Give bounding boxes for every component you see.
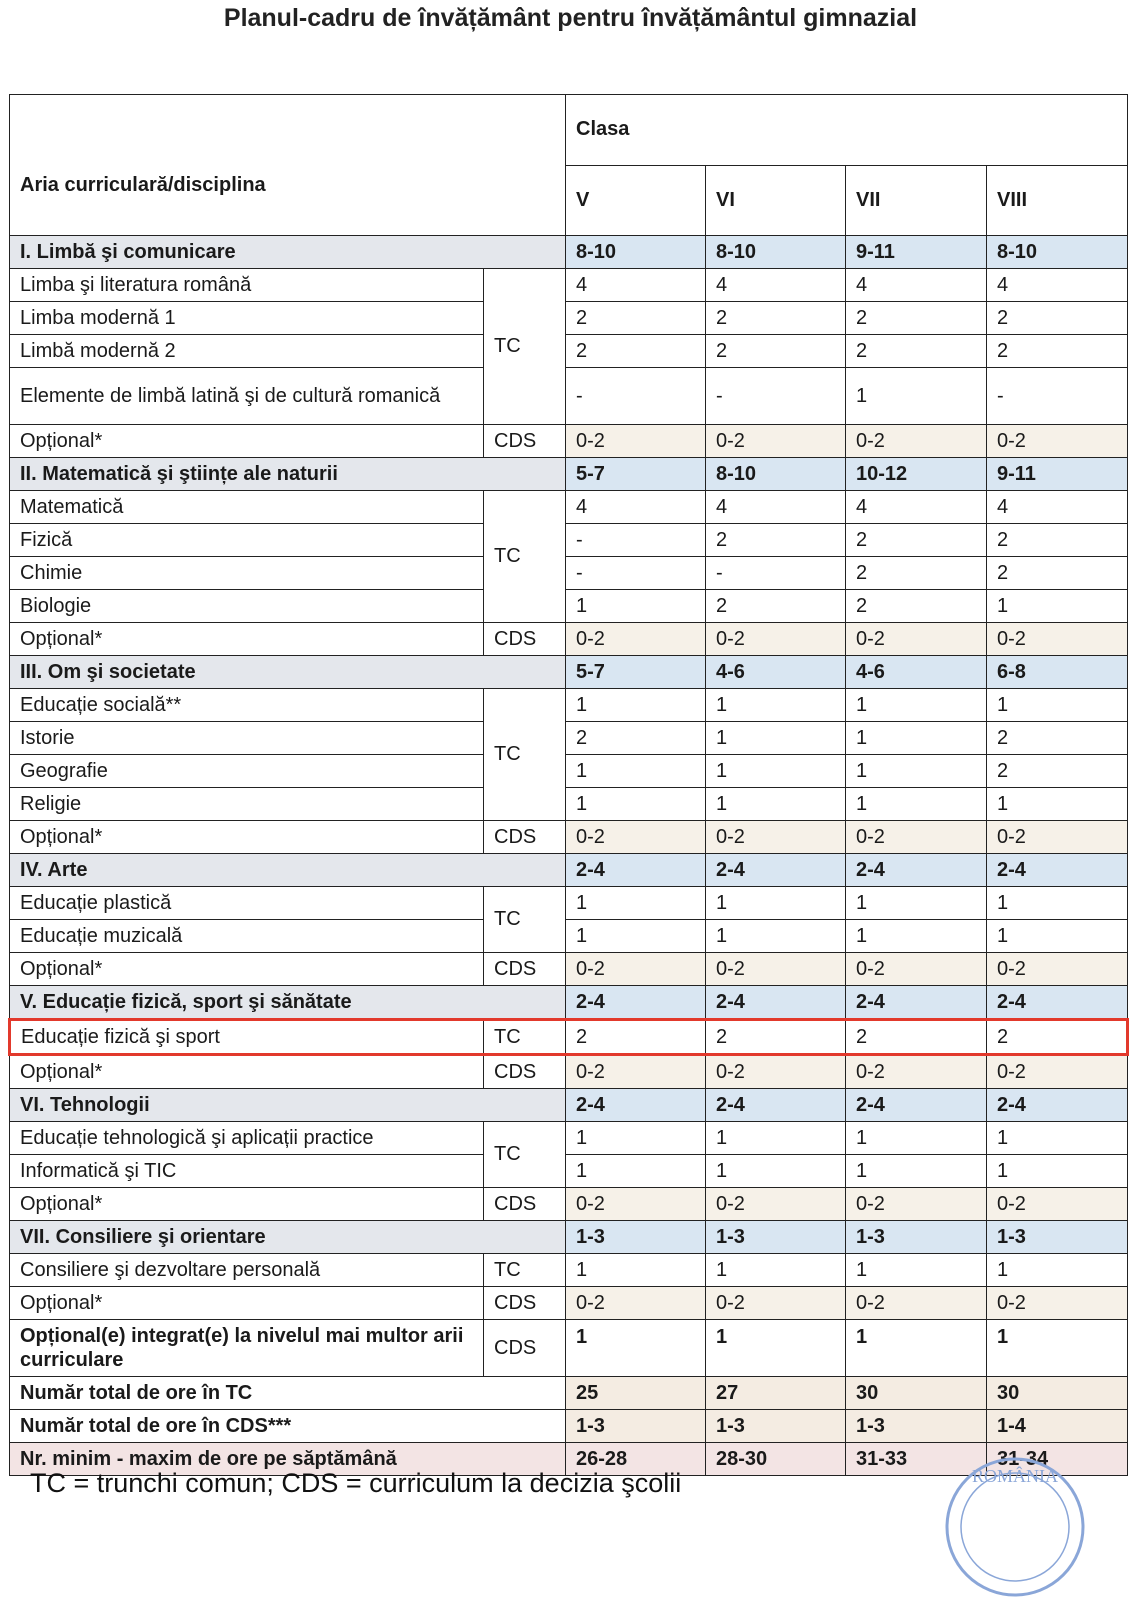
total-label: Nr. minim - maxim de ore pe săptămână (10, 1443, 566, 1476)
hours-value: 5-7 (566, 458, 706, 491)
table-row (10, 1122, 1128, 1155)
class-header: Clasa (566, 95, 1128, 166)
component-code: TC (484, 1122, 566, 1188)
hours-value: 0-2 (706, 1055, 846, 1089)
header-row-top (10, 95, 1128, 166)
table-row (10, 623, 1128, 656)
hours-value: 0-2 (846, 821, 987, 854)
hours-value: 1 (846, 689, 987, 722)
hours-value: 2-4 (706, 986, 846, 1020)
hours-value: 0-2 (566, 425, 706, 458)
table-row (10, 821, 1128, 854)
area-name: V. Educație fizică, sport şi sănătate (10, 986, 566, 1020)
table-row (10, 335, 1128, 368)
hours-value: 1 (566, 590, 706, 623)
hours-value: 2-4 (987, 986, 1128, 1020)
hours-value: 0-2 (706, 1287, 846, 1320)
subject-name: Limba şi literatura română (10, 269, 484, 302)
hours-value: 1 (566, 755, 706, 788)
hours-value: 5-7 (566, 656, 706, 689)
hours-value: 0-2 (987, 1055, 1128, 1089)
class-v-header: V (566, 165, 706, 236)
hours-value: 1 (846, 1122, 987, 1155)
area-name: II. Matematică şi ştiințe ale naturii (10, 458, 566, 491)
hours-value: 2 (706, 335, 846, 368)
hours-value: 0-2 (987, 953, 1128, 986)
hours-value: 0-2 (987, 425, 1128, 458)
area-name: III. Om şi societate (10, 656, 566, 689)
table-row (10, 1155, 1128, 1188)
hours-value: 1-3 (566, 1221, 706, 1254)
hours-value: 31-33 (846, 1443, 987, 1476)
table-row (10, 491, 1128, 524)
hours-value: 2 (987, 1020, 1128, 1055)
hours-value: 1 (987, 689, 1128, 722)
table-row (10, 302, 1128, 335)
hours-value: 1-3 (846, 1410, 987, 1443)
table-row (10, 1410, 1128, 1443)
page-title: Planul-cadru de învățământ pentru învățământul gimnazial (223, 4, 918, 32)
hours-value: 0-2 (987, 821, 1128, 854)
table-row (10, 458, 1128, 491)
subject-name: Geografie (10, 755, 484, 788)
hours-value: 2 (846, 524, 987, 557)
table-row (10, 755, 1128, 788)
table-row (10, 1089, 1128, 1122)
hours-value: 1-3 (987, 1221, 1128, 1254)
subject-name: Consiliere şi dezvoltare personală (10, 1254, 484, 1287)
subject-name: Opțional* (10, 953, 484, 986)
subject-name: Limbă modernă 2 (10, 335, 484, 368)
subject-name: Chimie (10, 557, 484, 590)
hours-value: 2 (706, 1020, 846, 1055)
hours-value: 1 (566, 788, 706, 821)
subject-name: Informatică şi TIC (10, 1155, 484, 1188)
table-row (10, 269, 1128, 302)
hours-value: 1 (987, 887, 1128, 920)
hours-value: 2-4 (987, 1089, 1128, 1122)
component-code: CDS (484, 1320, 566, 1377)
hours-value: 2 (846, 590, 987, 623)
hours-value: 1 (706, 722, 846, 755)
component-code: TC (484, 491, 566, 623)
hours-value: 2 (987, 722, 1128, 755)
table-row (10, 557, 1128, 590)
hours-value: 2 (566, 722, 706, 755)
hours-value: 1 (846, 788, 987, 821)
subject-name: Opțional* (10, 1188, 484, 1221)
area-name: VII. Consiliere şi orientare (10, 1221, 566, 1254)
subject-name: Opțional* (10, 1055, 484, 1089)
hours-value: - (706, 368, 846, 425)
component-code: TC (484, 887, 566, 953)
total-label: Număr total de ore în CDS*** (10, 1410, 566, 1443)
component-code: TC (484, 689, 566, 821)
hours-value: 10-12 (846, 458, 987, 491)
hours-value: 0-2 (706, 1188, 846, 1221)
table-row (10, 368, 1128, 425)
hours-value: 1 (706, 1254, 846, 1287)
table-row (10, 1020, 1128, 1055)
hours-value: 1-3 (706, 1410, 846, 1443)
hours-value: 30 (987, 1377, 1128, 1410)
subject-name: Elemente de limbă latină şi de cultură romanică (10, 368, 484, 425)
hours-value: 1 (706, 788, 846, 821)
table-row (10, 1320, 1128, 1377)
hours-value: 2 (566, 302, 706, 335)
hours-value: 1-3 (846, 1221, 987, 1254)
hours-value: 0-2 (706, 425, 846, 458)
hours-value: 2 (987, 524, 1128, 557)
hours-value: 2-4 (987, 854, 1128, 887)
hours-value: 1 (706, 920, 846, 953)
table-row (10, 1188, 1128, 1221)
hours-value: 0-2 (566, 623, 706, 656)
hours-value: 1 (706, 689, 846, 722)
hours-value: 0-2 (987, 1287, 1128, 1320)
subject-name: Biologie (10, 590, 484, 623)
subject-name: Educație socială** (10, 689, 484, 722)
subject-name: Opțional* (10, 425, 484, 458)
hours-value: 30 (846, 1377, 987, 1410)
hours-value: 2 (987, 755, 1128, 788)
hours-value: 0-2 (566, 1287, 706, 1320)
hours-value: 1 (566, 1254, 706, 1287)
component-code: TC (484, 269, 566, 425)
hours-value: 0-2 (987, 623, 1128, 656)
hours-value: 0-2 (566, 953, 706, 986)
hours-value: 2-4 (706, 1089, 846, 1122)
legend: TC = trunchi comun; CDS = curriculum la decizia şcolii (30, 1468, 682, 1498)
hours-value: 2 (846, 335, 987, 368)
table-row (10, 1287, 1128, 1320)
hours-value: 0-2 (846, 1287, 987, 1320)
component-code: CDS (484, 821, 566, 854)
class-viii-header: VIII (987, 165, 1128, 236)
hours-value: 26-28 (566, 1443, 706, 1476)
component-code: CDS (484, 623, 566, 656)
table-row (10, 986, 1128, 1020)
hours-value: 1 (987, 1320, 1128, 1377)
hours-value: 1 (566, 1320, 706, 1377)
hours-value: 2-4 (566, 854, 706, 887)
hours-value: 2 (706, 524, 846, 557)
hours-value: 27 (706, 1377, 846, 1410)
hours-value: 2-4 (846, 986, 987, 1020)
hours-value: 0-2 (846, 1055, 987, 1089)
hours-value: 2 (706, 590, 846, 623)
hours-value: 1 (846, 887, 987, 920)
area-name: I. Limbă şi comunicare (10, 236, 566, 269)
hours-value: - (566, 368, 706, 425)
hours-value: 4 (706, 269, 846, 302)
subject-name: Educație fizică şi sport (10, 1020, 484, 1055)
hours-value: 0-2 (846, 953, 987, 986)
subject-name: Limba modernă 1 (10, 302, 484, 335)
hours-value: 1 (987, 1155, 1128, 1188)
hours-value: 4 (987, 269, 1128, 302)
component-code: CDS (484, 1188, 566, 1221)
hours-value: 1 (706, 1122, 846, 1155)
table-row (10, 1377, 1128, 1410)
hours-value: 1-4 (987, 1410, 1128, 1443)
hours-value: 31-34 (987, 1443, 1128, 1476)
hours-value: 4 (846, 491, 987, 524)
total-label: Număr total de ore în TC (10, 1377, 566, 1410)
hours-value: 1 (706, 1320, 846, 1377)
hours-value: 1 (706, 755, 846, 788)
hours-value: 4 (566, 491, 706, 524)
component-code: CDS (484, 953, 566, 986)
hours-value: 0-2 (846, 623, 987, 656)
table-row (10, 953, 1128, 986)
hours-value: 0-2 (706, 623, 846, 656)
hours-value: 1 (846, 722, 987, 755)
hours-value: 4 (706, 491, 846, 524)
hours-value: 1 (846, 368, 987, 425)
hours-value: 1 (566, 887, 706, 920)
hours-value: 6-8 (987, 656, 1128, 689)
hours-value: 2 (846, 557, 987, 590)
table-row (10, 887, 1128, 920)
class-vi-header: VI (706, 165, 846, 236)
hours-value: 1 (706, 887, 846, 920)
hours-value: 1 (846, 920, 987, 953)
hours-value: 8-10 (987, 236, 1128, 269)
hours-value: 1 (987, 590, 1128, 623)
hours-value: 9-11 (987, 458, 1128, 491)
class-vii-header: VII (846, 165, 987, 236)
subject-name: Opțional(e) integrat(e) la nivelul mai multor arii curriculare (10, 1320, 484, 1377)
table-row (10, 590, 1128, 623)
area-column-header: Aria curriculară/disciplina (10, 95, 566, 236)
hours-value: 9-11 (846, 236, 987, 269)
hours-value: 0-2 (846, 1188, 987, 1221)
hours-value: 8-10 (566, 236, 706, 269)
subject-name: Opțional* (10, 821, 484, 854)
hours-value: 2-4 (566, 986, 706, 1020)
hours-value: 1 (846, 755, 987, 788)
hours-value: 1 (566, 1122, 706, 1155)
hours-value: 2 (987, 335, 1128, 368)
hours-value: 2 (706, 302, 846, 335)
hours-value: 1 (987, 1254, 1128, 1287)
hours-value: 2 (987, 302, 1128, 335)
area-name: VI. Tehnologii (10, 1089, 566, 1122)
hours-value: 0-2 (987, 1188, 1128, 1221)
hours-value: 4 (987, 491, 1128, 524)
table-row (10, 1221, 1128, 1254)
subject-name: Religie (10, 788, 484, 821)
table-row (10, 722, 1128, 755)
subject-name: Matematică (10, 491, 484, 524)
hours-value: 0-2 (566, 821, 706, 854)
hours-value: 4 (566, 269, 706, 302)
hours-value: 2 (846, 1020, 987, 1055)
component-code: TC (484, 1020, 566, 1055)
stamp-text: ROMÂNIA (971, 1466, 1059, 1486)
hours-value: 1 (987, 1122, 1128, 1155)
table-row (10, 236, 1128, 269)
hours-value: - (706, 557, 846, 590)
hours-value: 2 (566, 335, 706, 368)
hours-value: 1 (566, 689, 706, 722)
subject-name: Fizică (10, 524, 484, 557)
hours-value: - (987, 368, 1128, 425)
hours-value: 1-3 (706, 1221, 846, 1254)
hours-value: 1 (566, 1155, 706, 1188)
table-row (10, 656, 1128, 689)
hours-value: 2 (987, 557, 1128, 590)
hours-value: 0-2 (706, 821, 846, 854)
hours-value: 2-4 (566, 1089, 706, 1122)
hours-value: - (566, 557, 706, 590)
hours-value: 2 (566, 1020, 706, 1055)
subject-name: Educație tehnologică şi aplicații practice (10, 1122, 484, 1155)
hours-value: 4-6 (706, 656, 846, 689)
hours-value: 25 (566, 1377, 706, 1410)
subject-name: Istorie (10, 722, 484, 755)
hours-value: 1 (846, 1254, 987, 1287)
component-code: TC (484, 1254, 566, 1287)
table-row (10, 425, 1128, 458)
hours-value: 2 (846, 302, 987, 335)
table-row (10, 1254, 1128, 1287)
hours-value: 8-10 (706, 458, 846, 491)
hours-value: 2-4 (706, 854, 846, 887)
curriculum-table (8, 94, 1129, 1476)
hours-value: - (566, 524, 706, 557)
table-row (10, 524, 1128, 557)
area-name: IV. Arte (10, 854, 566, 887)
component-code: CDS (484, 425, 566, 458)
hours-value: 1-3 (566, 1410, 706, 1443)
hours-value: 8-10 (706, 236, 846, 269)
subject-name: Educație plastică (10, 887, 484, 920)
table-row (10, 1055, 1128, 1089)
hours-value: 28-30 (706, 1443, 846, 1476)
hours-value: 0-2 (846, 425, 987, 458)
table-row (10, 788, 1128, 821)
hours-value: 0-2 (566, 1188, 706, 1221)
component-code: CDS (484, 1287, 566, 1320)
table-row (10, 854, 1128, 887)
subject-name: Opțional* (10, 623, 484, 656)
table-row (10, 689, 1128, 722)
stamp-icon (940, 1452, 1090, 1602)
table-row (10, 920, 1128, 953)
hours-value: 4-6 (846, 656, 987, 689)
subject-name: Educație muzicală (10, 920, 484, 953)
hours-value: 1 (846, 1320, 987, 1377)
hours-value: 1 (706, 1155, 846, 1188)
hours-value: 2-4 (846, 1089, 987, 1122)
hours-value: 0-2 (706, 953, 846, 986)
hours-value: 1 (987, 920, 1128, 953)
hours-value: 1 (846, 1155, 987, 1188)
subject-name: Opțional* (10, 1287, 484, 1320)
hours-value: 1 (566, 920, 706, 953)
component-code: CDS (484, 1055, 566, 1089)
hours-value: 4 (846, 269, 987, 302)
hours-value: 0-2 (566, 1055, 706, 1089)
hours-value: 1 (987, 788, 1128, 821)
hours-value: 2-4 (846, 854, 987, 887)
